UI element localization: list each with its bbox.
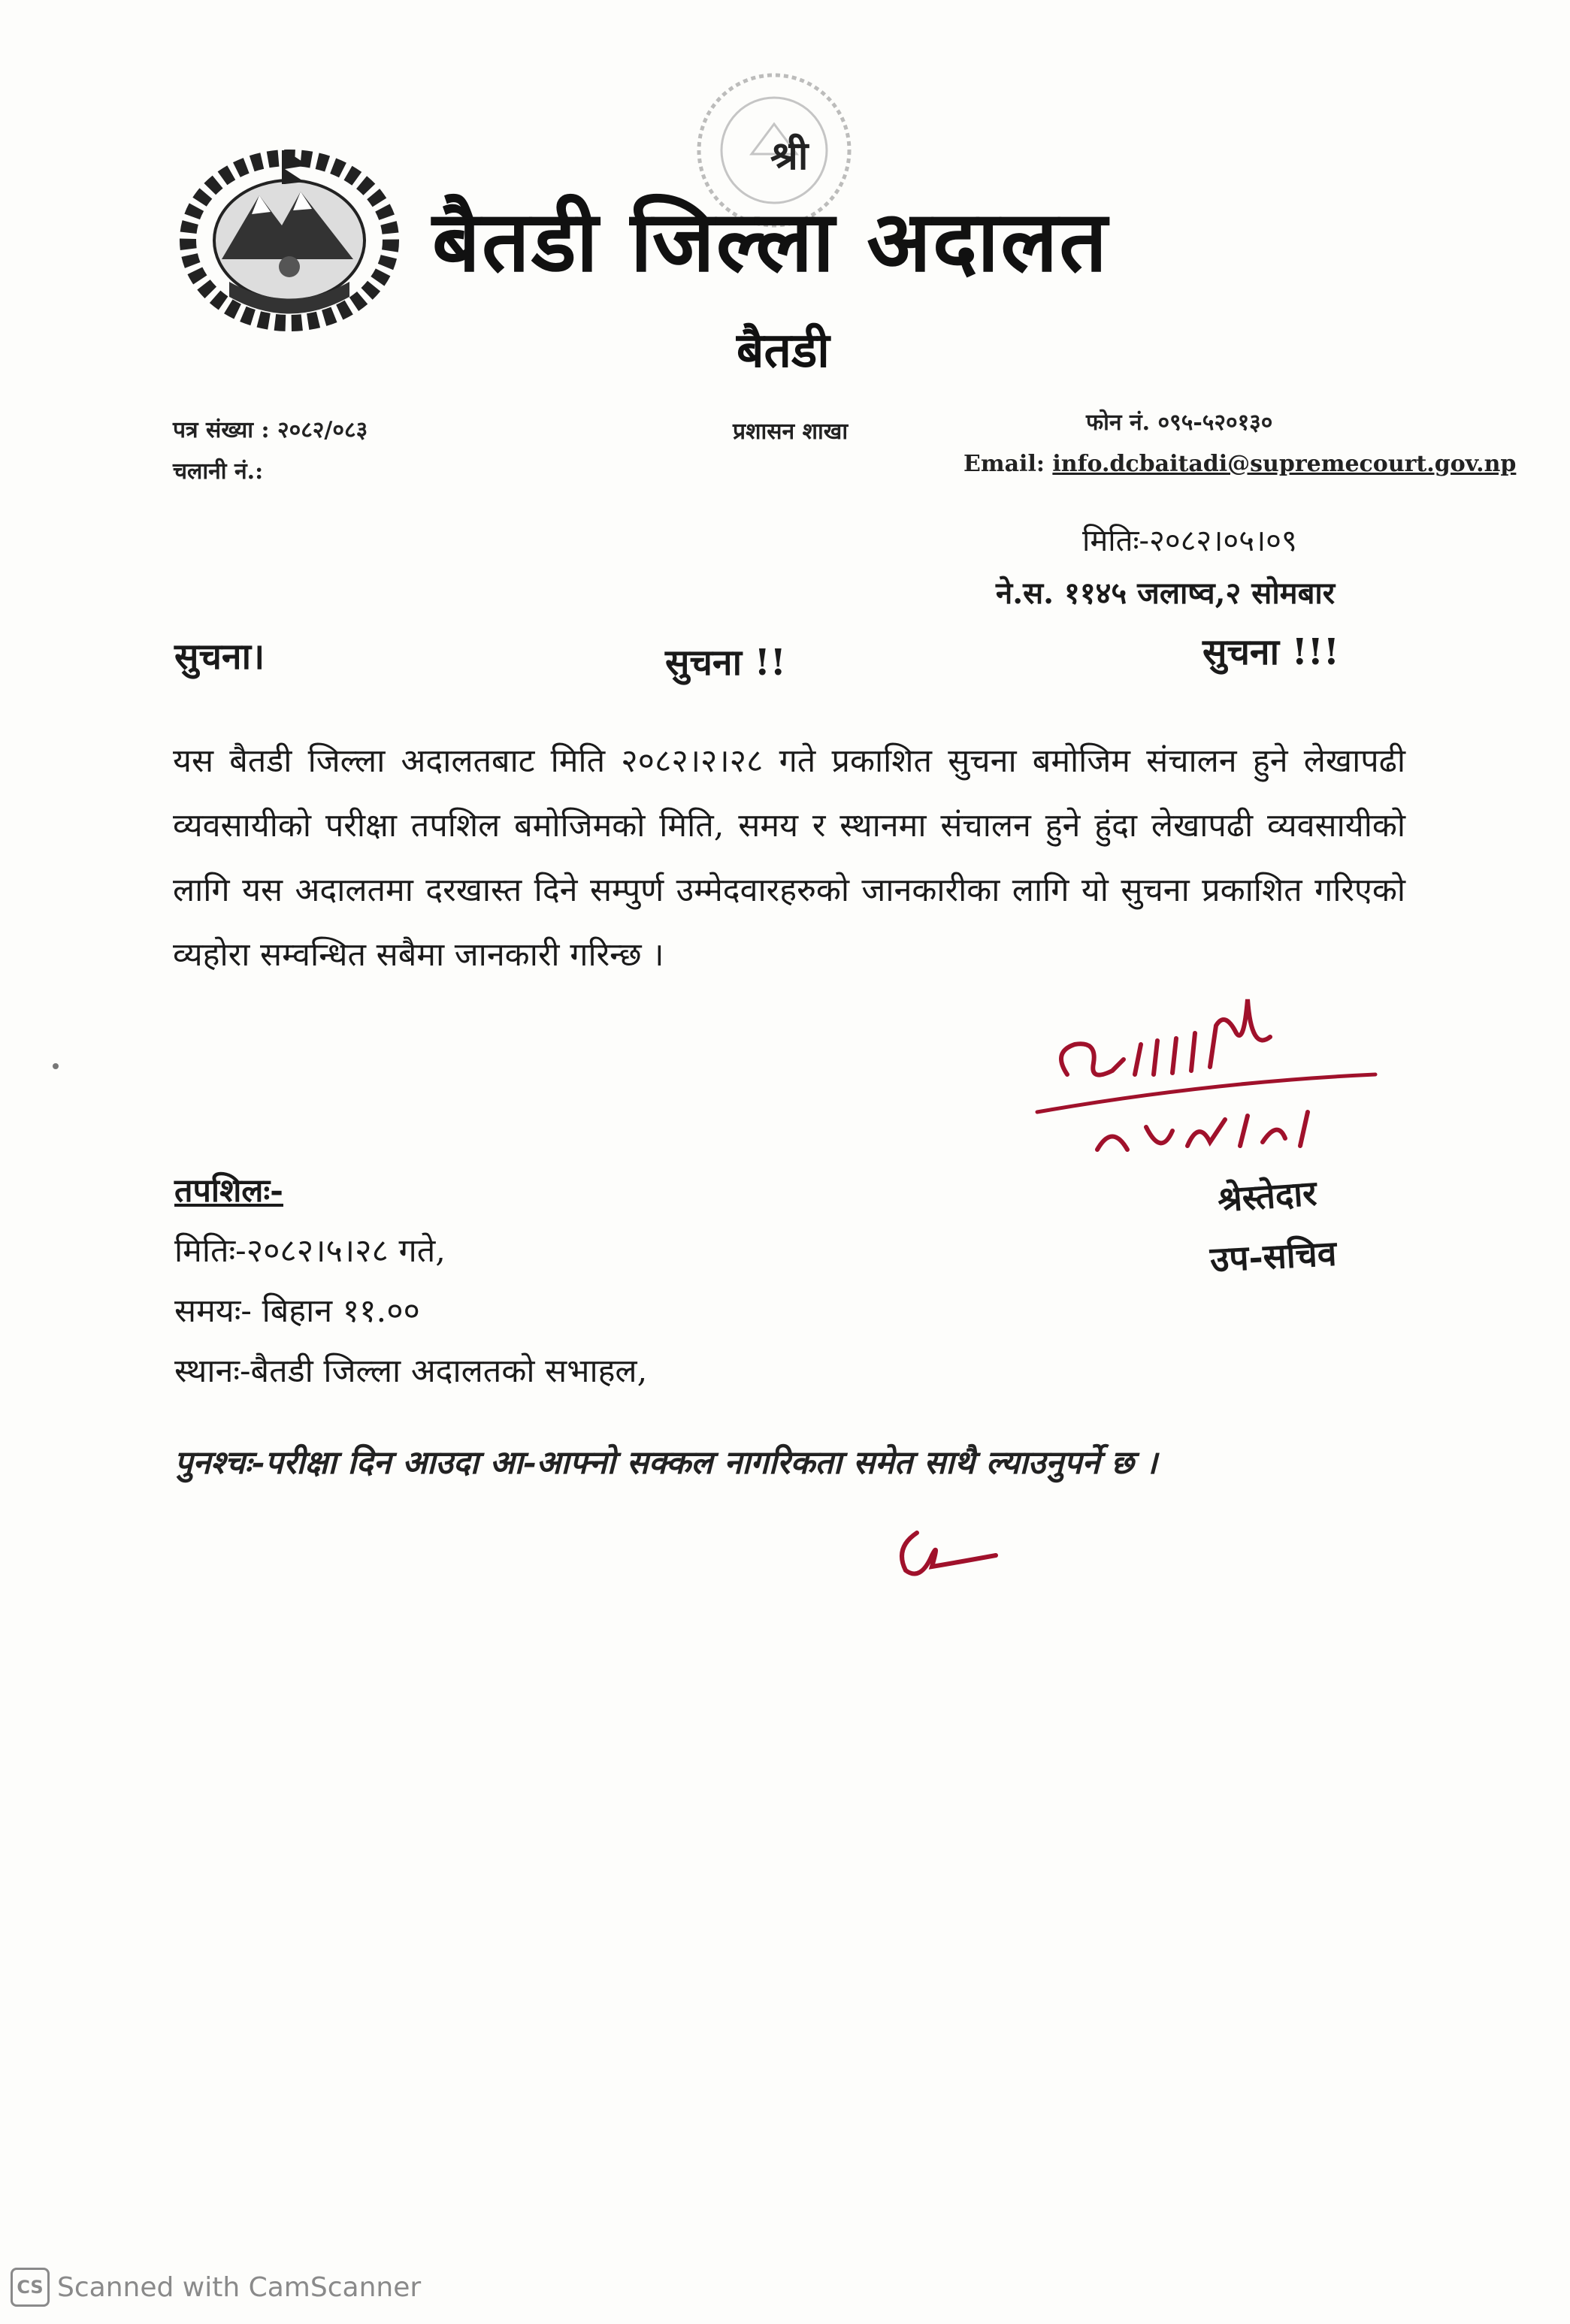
- notice-heading-1: सुचना।: [174, 636, 265, 678]
- letter-number: पत्र संख्या : २०८२/०८३: [173, 417, 368, 443]
- camscanner-text: Scanned with CamScanner: [57, 2271, 422, 2303]
- branch-name: प्रशासन शाखा: [733, 419, 849, 445]
- notice-heading-2: सुचना !!: [665, 642, 786, 684]
- exam-time: समयः- बिहान ११.००: [174, 1292, 420, 1330]
- signatory-title-2: उप-सचिव: [1209, 1232, 1338, 1280]
- phone-number: फोन नं. ०९५-५२०१३०: [1086, 409, 1273, 436]
- details-block: [174, 1161, 647, 1401]
- postscript-note: पुनश्चः-परीक्षा दिन आउदा आ-आफ्नो सक्कल नागरिकता समेत साथै ल्याउनुपर्ने छ ।: [174, 1444, 1157, 1482]
- exam-date: मितिः-२०८२।५।२८ गते,: [174, 1232, 446, 1270]
- nepal-emblem-icon: [169, 128, 410, 338]
- email-label: Email:: [963, 451, 1045, 477]
- notice-heading-3: सुचना !!!: [1202, 631, 1339, 673]
- details-heading: तपशिलः-: [174, 1172, 283, 1210]
- email-address: info.dcbaitadi@supremecourt.gov.np: [1052, 451, 1517, 477]
- court-location: बैतडी: [737, 322, 830, 379]
- notice-body: यस बैतडी जिल्ला अदालतबाट मिति २०८२।२।२८ गते प्रकाशित सुचना बमोजिम संचालन हुने लेखापढी व्यवसायीको परीक्षा तपशिल बमोजिमको मिति, समय र स्थानमा संचालन हुने हुंदा लेखापढी व्यवसायीको लागि यस अदालतमा दरखास्त दिने सम्पुर्ण उम्मेदवारहरुको जानकारीका लागि यो सुचना प्रकाशित गरिएको व्यहोरा सम्वन्धित सबैमा जानकारी गरिन्छ ।: [173, 742, 1405, 974]
- shree-salutation: श्री: [770, 133, 809, 179]
- bs-date: मितिः-२०८२।०५।०९: [1082, 524, 1297, 558]
- scan-speck: [53, 1063, 59, 1069]
- signatory-title-1: श्रेस्तेदार: [1216, 1172, 1318, 1220]
- dispatch-number: चलानी नं.:: [173, 458, 264, 485]
- ns-date: ने.स. ११४५ जलाष्व,२ सोमबार: [996, 576, 1336, 611]
- court-title: बैतडी जिल्ला अदालत: [432, 192, 1109, 291]
- camscanner-watermark: [11, 2268, 421, 2307]
- email-line: [963, 451, 1516, 477]
- camscanner-logo-icon: CS: [11, 2268, 50, 2307]
- exam-place: स्थानः-बैतडी जिल्ला अदालतको सभाहल,: [174, 1352, 648, 1390]
- handwritten-initial: [887, 1510, 1007, 1585]
